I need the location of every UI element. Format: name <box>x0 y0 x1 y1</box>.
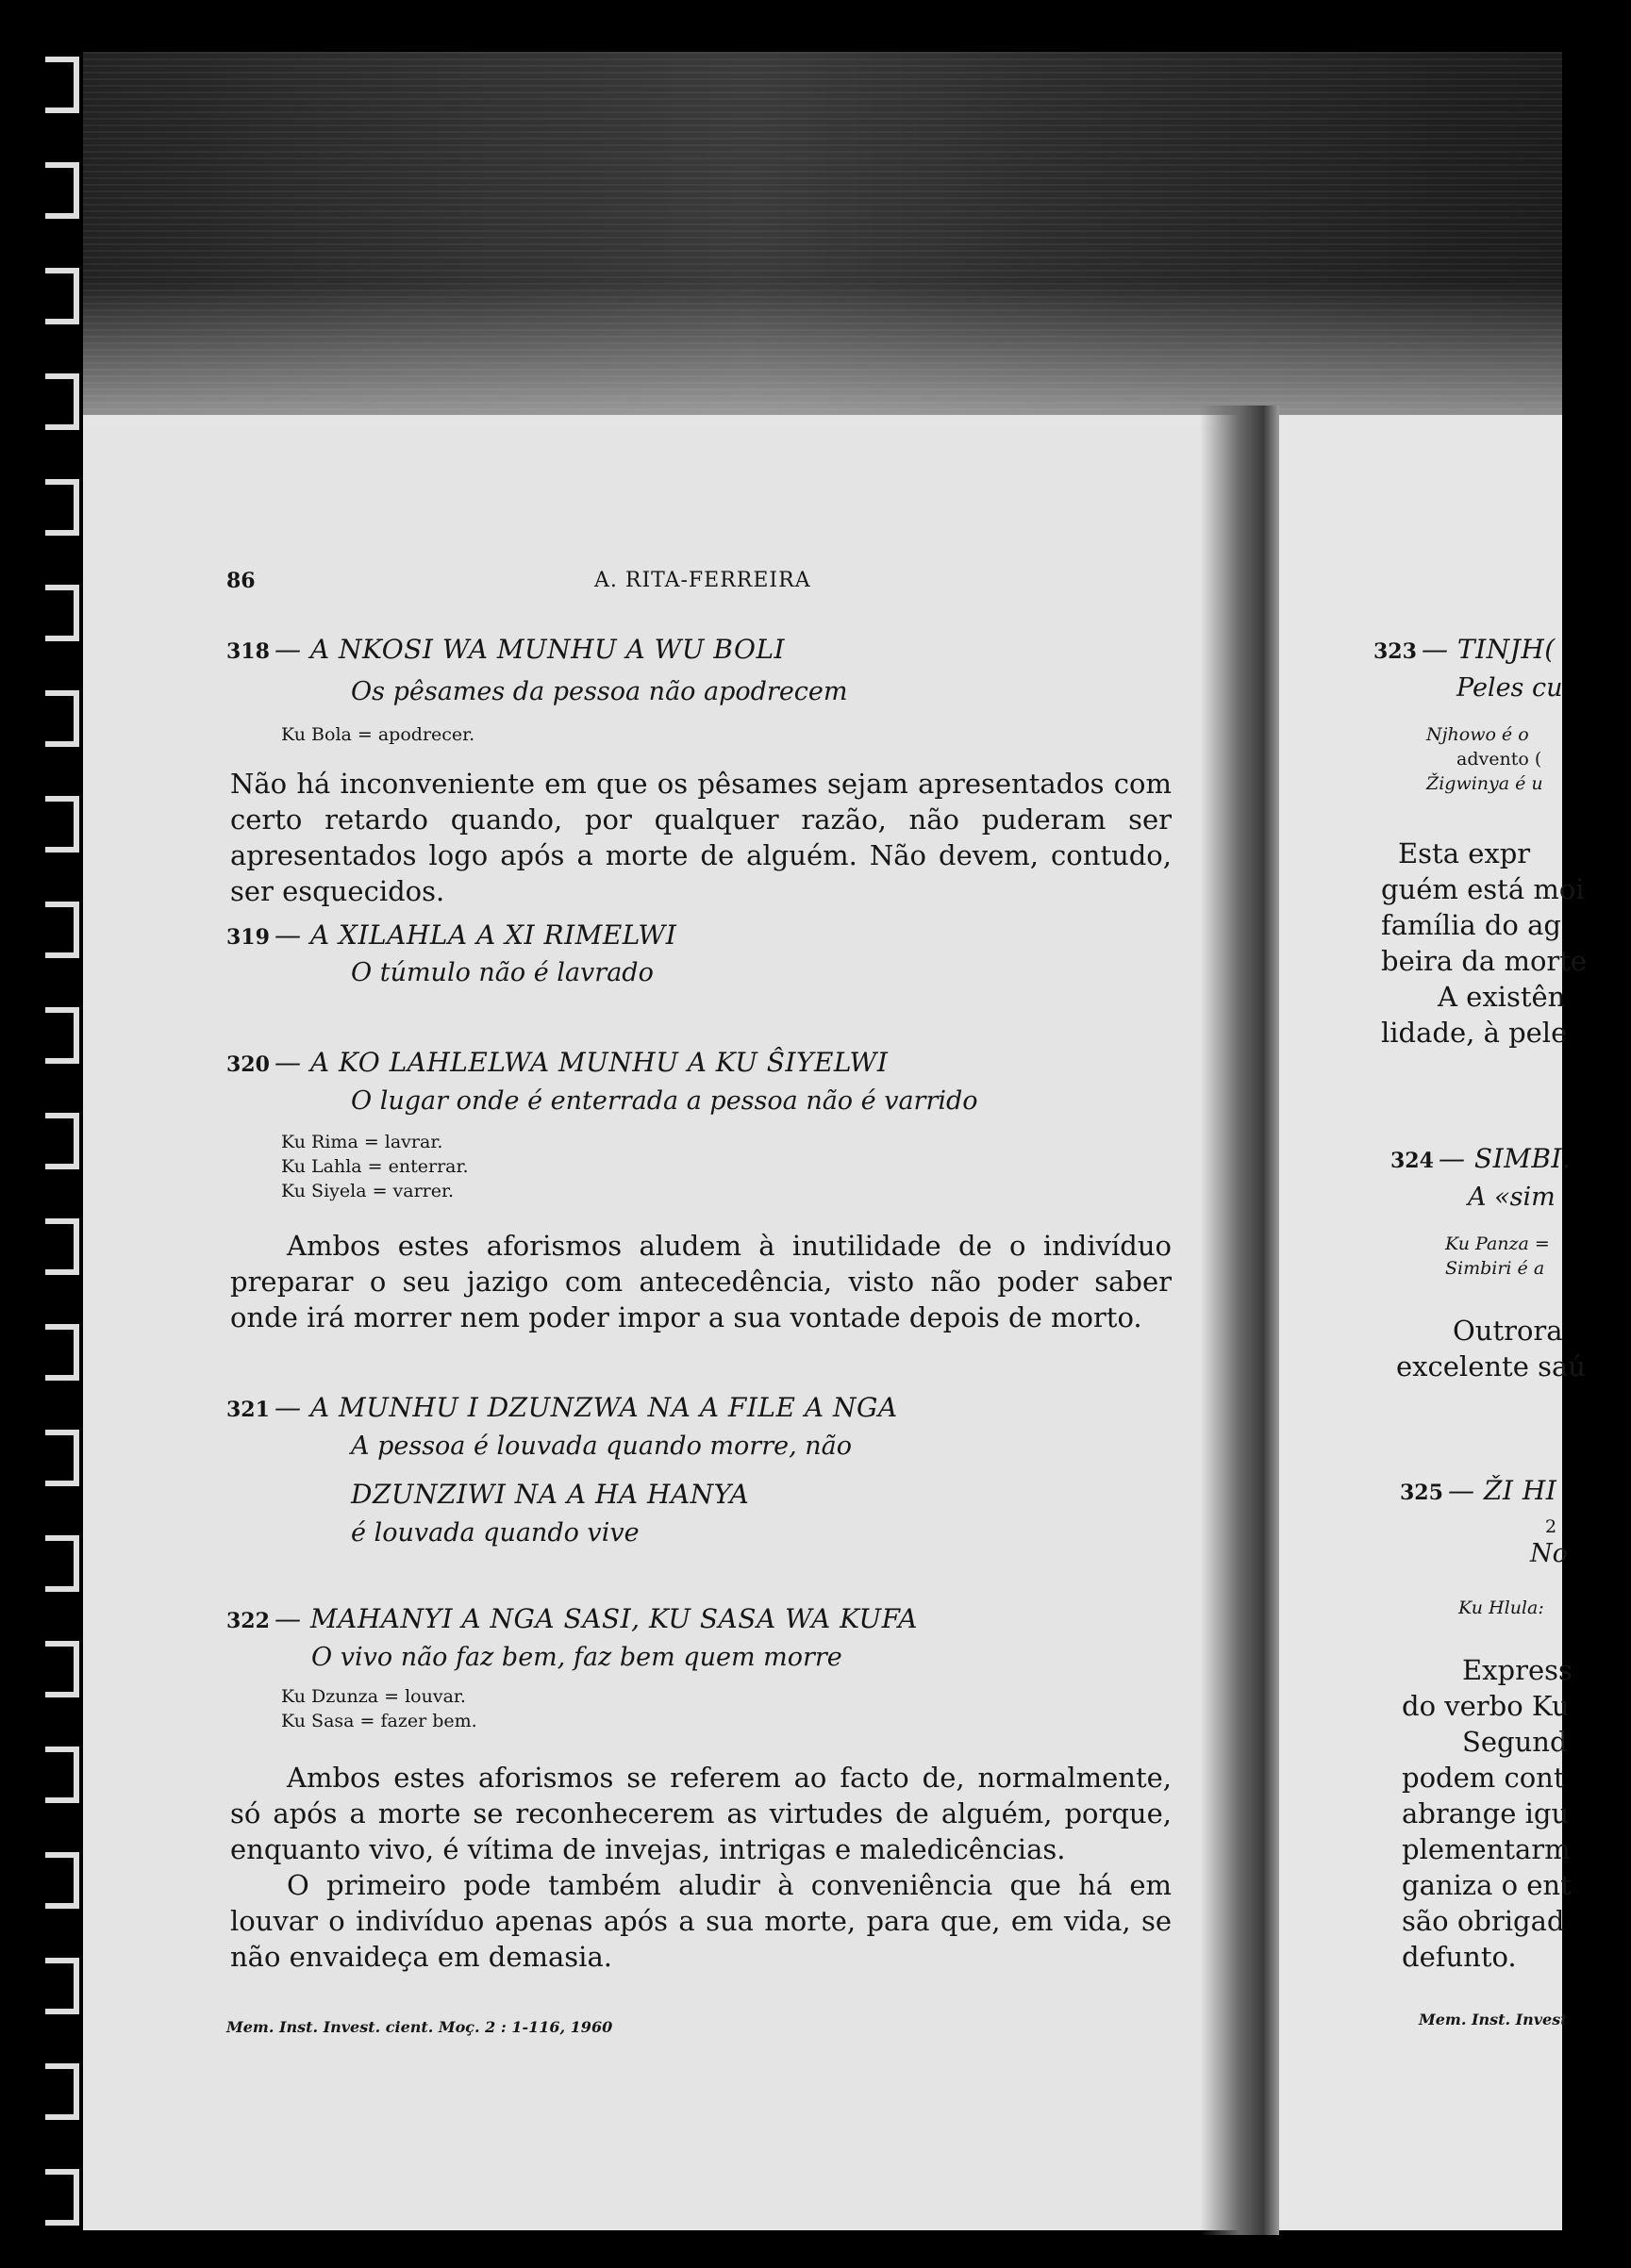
binding-ring <box>45 162 79 219</box>
binding-ring <box>45 1007 79 1064</box>
entry-322-comment-2: O primeiro pode também aludir à conveniência que há em louvar o indivíduo apenas após a sua morte, para que, em vida, se não envaideça em demasia. <box>230 1869 1172 1973</box>
entry-325-translation: No <box>1530 1539 1568 1568</box>
entry-number: 320 <box>226 1052 270 1077</box>
entry-proverb: — A KO LAHLELWA MUNHU A KU ŜIYELWI <box>275 1047 889 1078</box>
right-gloss: advento ( <box>1456 749 1542 770</box>
page-footer: Mem. Inst. Invest. cient. Moç. 2 : 1-116, 1960 <box>226 2018 613 2036</box>
entry-318-gloss: Ku Bola = apodrecer. <box>281 724 475 745</box>
entry-322-translation: O vivo não faz bem, faz bem quem morre <box>311 1643 842 1672</box>
binding-ring <box>45 479 79 536</box>
right-text-1a: Esta expr <box>1398 837 1531 869</box>
entry-323-translation: Peles cu <box>1456 673 1563 703</box>
page-number: 86 <box>226 569 256 593</box>
right-text-3e: abrange igu <box>1402 1797 1570 1829</box>
entry-321-translation-line2: é louvada quando vive <box>351 1518 640 1548</box>
right-text-3d: podem cont <box>1402 1762 1565 1794</box>
entry-320-gloss: Ku Siyela = varrer. <box>281 1181 455 1201</box>
right-text-3h: são obrigad <box>1402 1905 1565 1937</box>
binding-ring <box>45 1852 79 1909</box>
scan-fade <box>83 283 1562 424</box>
binding-ring <box>45 1958 79 2014</box>
right-text-3f: plementarm <box>1402 1833 1571 1865</box>
entry-number: 321 <box>226 1398 270 1422</box>
binding-ring <box>45 373 79 430</box>
binding-ring <box>45 796 79 853</box>
entry-324-heading <box>1390 1143 1571 1174</box>
binding-ring <box>45 1218 79 1275</box>
right-page-footer: Mem. Inst. Invest <box>1419 2011 1568 2028</box>
entry-318-heading <box>226 634 785 665</box>
binding-ring <box>45 1113 79 1169</box>
entry-proverb: — ŽI HI <box>1448 1475 1557 1506</box>
entry-proverb: — A XILAHLA A XI RIMELWI <box>275 919 677 951</box>
right-text-2b: excelente saú <box>1396 1350 1586 1382</box>
entry-320-gloss: Ku Rima = lavrar. <box>281 1132 443 1152</box>
entry-number: 323 <box>1373 639 1417 664</box>
entry-321-heading <box>226 1392 898 1423</box>
entry-proverb: — A NKOSI WA MUNHU A WU BOLI <box>275 634 786 665</box>
entry-321-translation: A pessoa é louvada quando morre, não <box>351 1432 852 1461</box>
entry-319-translation: O túmulo não é lavrado <box>351 958 654 987</box>
book-gutter <box>1200 406 1279 2235</box>
right-gloss: Simbiri é a <box>1445 1258 1545 1279</box>
right-gloss: Ku Hlula: <box>1458 1598 1544 1618</box>
right-gloss: Njhowo é o <box>1426 724 1529 745</box>
spiral-binding <box>45 57 83 2235</box>
right-text-1f: lidade, à pele <box>1381 1017 1568 1049</box>
entry-number: 322 <box>226 1609 270 1633</box>
entry-proverb: — MAHANYI A NGA SASI, KU SASA WA KUFA <box>275 1603 918 1634</box>
right-text-3b: do verbo Ku <box>1402 1690 1570 1722</box>
right-gloss: Ku Panza = <box>1445 1233 1550 1254</box>
entry-number: 325 <box>1400 1481 1443 1505</box>
binding-ring <box>45 1324 79 1381</box>
entry-320-gloss: Ku Lahla = enterrar. <box>281 1156 469 1177</box>
binding-ring <box>45 1747 79 1803</box>
right-gloss: Žigwinya é u <box>1426 773 1543 794</box>
entry-proverb: — SIMBI. <box>1439 1143 1572 1174</box>
binding-ring <box>45 2063 79 2120</box>
entry-325-sub: 2 <box>1545 1516 1557 1537</box>
entry-number: 318 <box>226 639 270 664</box>
binding-ring <box>45 57 79 113</box>
entry-319-heading <box>226 919 676 951</box>
binding-ring <box>45 1430 79 1486</box>
entry-proverb: — TINJH( <box>1422 634 1556 665</box>
entry-318-translation: Os pêsames da pessoa não apodrecem <box>351 677 848 706</box>
binding-ring <box>45 902 79 958</box>
right-text-1c: família do ag <box>1381 909 1561 941</box>
entry-320-comment: Ambos estes aforismos aludem à inutilidade de o indivíduo preparar o seu jazigo com antecedência, visto não poder saber onde irá morrer nem poder impor a sua vontade depois de morto. <box>230 1230 1172 1333</box>
entry-number: 319 <box>226 925 270 950</box>
binding-ring <box>45 1535 79 1592</box>
right-text-1b: guém está moi <box>1381 873 1585 905</box>
entry-322-gloss: Ku Dzunza = louvar. <box>281 1686 466 1707</box>
entry-321-proverb-line2: DZUNZIWI NA A HA HANYA <box>351 1479 750 1510</box>
right-text-3i: defunto. <box>1402 1941 1517 1973</box>
entry-322-comment: Ambos estes aforismos se referem ao facto de, normalmente, só após a morte se reconhecerem as virtudes de alguém, porque, enquanto vivo, é vítima de invejas, intrigas e maledicências. <box>230 1762 1172 1865</box>
right-text-1e: A existên <box>1438 981 1566 1013</box>
right-text-3c: Segund <box>1462 1726 1568 1758</box>
entry-320-translation: O lugar onde é enterrada a pessoa não é varrido <box>351 1086 978 1116</box>
entry-325-heading <box>1400 1475 1556 1506</box>
binding-ring <box>45 690 79 747</box>
entry-322-heading <box>226 1603 918 1634</box>
right-text-2a: Outrora <box>1453 1315 1563 1347</box>
binding-ring <box>45 268 79 324</box>
right-text-1d: beira da morte <box>1381 945 1588 977</box>
entry-322-gloss: Ku Sasa = fazer bem. <box>281 1711 477 1731</box>
binding-ring <box>45 1641 79 1697</box>
binding-ring <box>45 2169 79 2226</box>
entry-number: 324 <box>1390 1149 1434 1173</box>
entry-324-translation: A «sim <box>1468 1183 1556 1212</box>
entry-proverb: — A MUNHU I DZUNZWA NA A FILE A NGA <box>275 1392 898 1423</box>
binding-ring <box>45 585 79 641</box>
entry-318-comment: Não há inconveniente em que os pêsames sejam apresentados com certo retardo quando, por qualquer razão, não puderam ser apresentados logo após a morte de alguém. Não devem, contudo, ser esquecidos. <box>230 768 1172 907</box>
right-text-3g: ganiza o ent <box>1402 1869 1572 1901</box>
running-head: A. RITA-FERREIRA <box>594 569 811 592</box>
entry-320-heading <box>226 1047 888 1078</box>
right-page-content <box>1279 415 1588 2230</box>
right-text-3a: Express <box>1462 1654 1573 1686</box>
entry-323-heading <box>1373 634 1556 665</box>
